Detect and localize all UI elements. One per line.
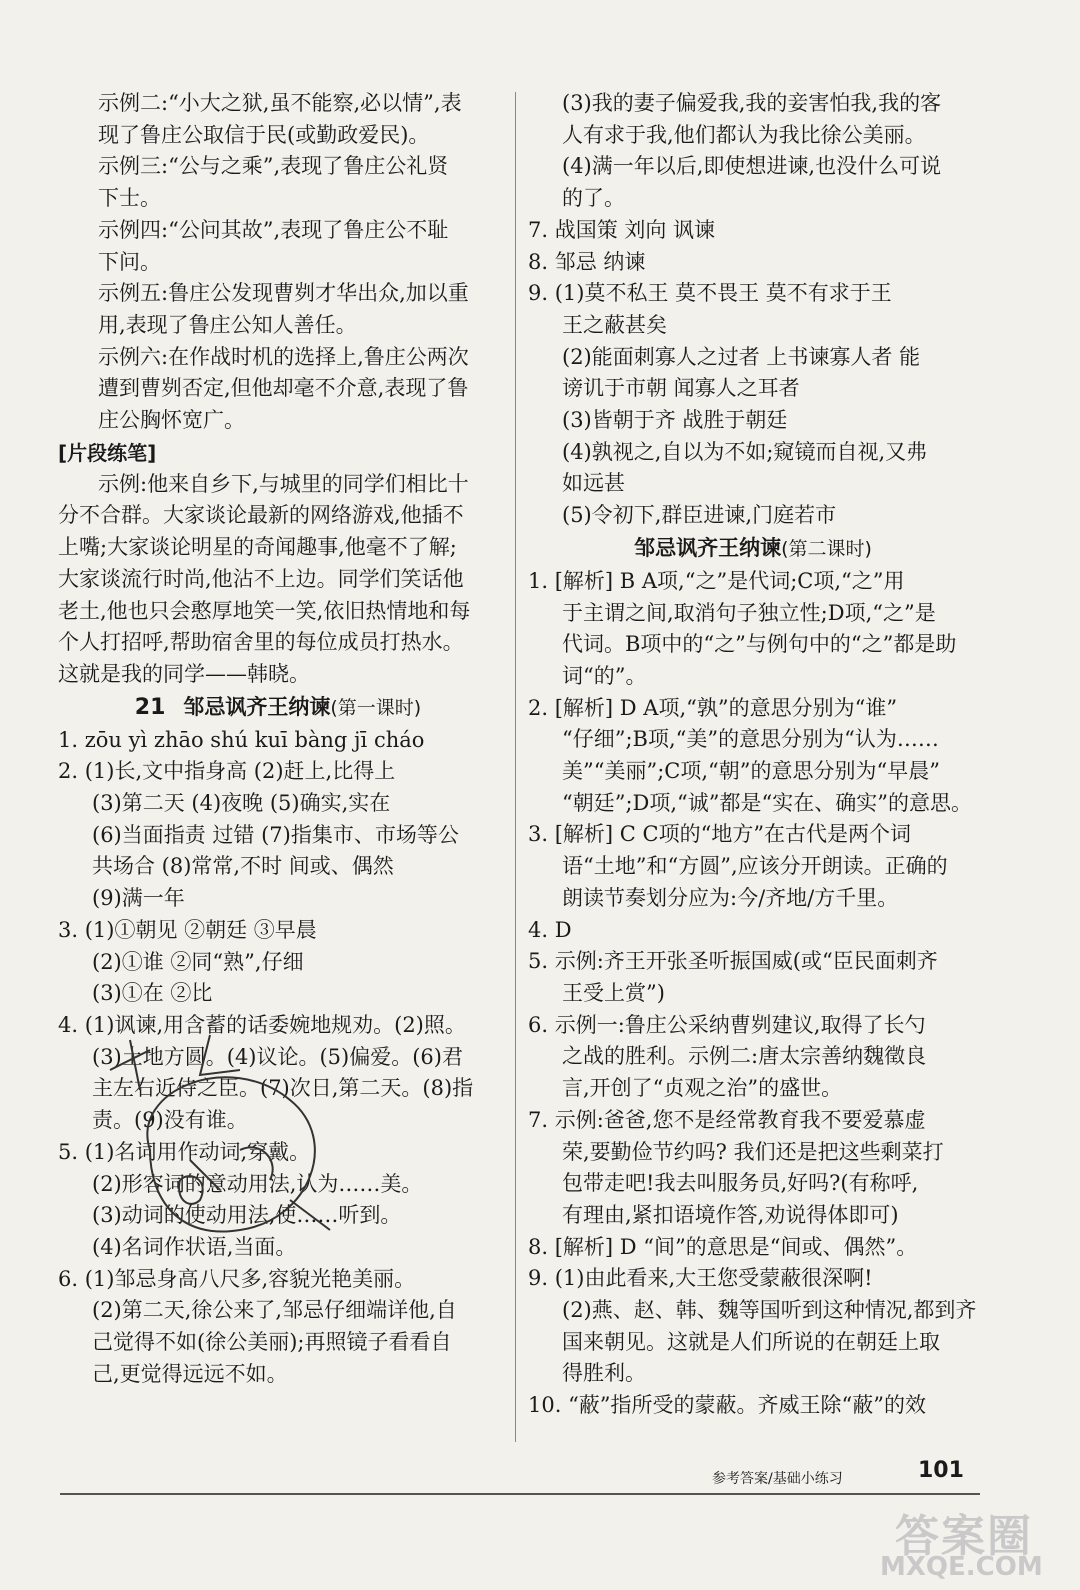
text-line: 示例三:“公与之乘”,表现了鲁庄公礼贤 (98, 154, 449, 179)
text-line: (3)第二天 (4)夜晚 (5)确实,实在 (92, 791, 391, 816)
text-line: 下士。 (98, 186, 161, 211)
text-line: 词“的”。 (562, 663, 647, 688)
text-line: 这就是我的同学——韩晓。 (58, 661, 310, 686)
text-line: (3)我的妻子偏爱我,我的妾害怕我,我的客 (562, 91, 942, 115)
text-line: 2. (1)长,文中指身高 (2)赶上,比得上 (58, 759, 396, 784)
text-line: 己觉得不如(徐公美丽);再照镜子看看自 (92, 1330, 452, 1355)
section-title-text: 邹忌讽齐王纳谏 (634, 535, 782, 560)
text-line: 示例:他来自乡下,与城里的同学们相比十 (98, 471, 469, 496)
text-line: 遭到曹刿否定,但他却毫不介意,表现了鲁 (98, 376, 469, 401)
text-line: (2)燕、赵、韩、魏等国听到这种情况,都到齐 (562, 1298, 977, 1323)
section-subtitle: (第一课时) (330, 696, 422, 719)
text-line: 言,开创了“贞观之治”的盛世。 (562, 1076, 843, 1101)
text-line: 7. 示例:爸爸,您不是经常教育我不要爱慕虚 (528, 1107, 926, 1132)
text-line: 3. (1)①朝见 ②朝廷 ③早晨 (58, 917, 317, 942)
text-line: 于主谓之间,取消句子独立性;D项,“之”是 (562, 600, 936, 625)
text-line: (9)满一年 (92, 886, 185, 911)
text-line: 共场合 (8)常常,不时 间或、偶然 (92, 854, 394, 879)
text-line: (5)令初下,群臣进谏,门庭若市 (562, 503, 837, 528)
text-line: 代词。B项中的“之”与例句中的“之”都是助 (562, 632, 957, 657)
text-line: (2)形容词的意动用法,认为……美。 (92, 1171, 423, 1196)
text-line: 如远甚 (562, 471, 625, 496)
text-line: 用,表现了鲁庄公知人善任。 (98, 312, 357, 337)
text-line: 之战的胜利。示例二:唐太宗善纳魏徵良 (562, 1044, 927, 1069)
text-line: 己,更觉得远远不如。 (92, 1361, 288, 1386)
text-line: 8. [解析] D “间”的意思是“间或、偶然”。 (528, 1234, 918, 1259)
text-line: 责。(9)没有谁。 (92, 1108, 248, 1133)
page-number: 101 (918, 1458, 964, 1483)
text-line: “朝廷”;D项,“诚”都是“实在、确实”的意思。 (562, 790, 973, 815)
text-line: 下问。 (98, 249, 161, 274)
text-line: “仔细”;B项,“美”的意思分别为“认为…… (562, 727, 939, 752)
section-title (528, 532, 978, 566)
text-line: 上嘴;大家谈论明星的奇闻趣事,他毫不了解; (58, 535, 457, 560)
text-line: 谤讥于市朝 闻寡人之耳者 (562, 376, 800, 401)
text-line: 6. (1)邹忌身高八尺多,容貌光艳美丽。 (58, 1266, 416, 1291)
text-line: 大家谈流行时尚,他沾不上边。同学们笑话他 (58, 566, 464, 591)
section-heading: [片段练笔] (58, 440, 157, 465)
text-line: 现了鲁庄公取信于民(或勤政爱民)。 (98, 122, 430, 147)
text-line: 示例五:鲁庄公发现曹刿才华出众,加以重 (98, 281, 469, 306)
text-line: 示例二:“小大之狱,虽不能察,必以情”,表 (98, 91, 462, 115)
text-line: (3)皆朝于齐 战胜于朝廷 (562, 408, 788, 433)
text-line: 庄公胸怀宽广。 (98, 408, 245, 433)
watermark-url: MXQE.COM (880, 1552, 1043, 1582)
text-line: 10. “蔽”指所受的蒙蔽。齐威王除“蔽”的效 (528, 1393, 927, 1418)
section-subtitle: (第二课时) (781, 537, 872, 560)
footer-label: 参考答案/基础小练习 (712, 1471, 843, 1487)
text-line: 5. 示例:齐王开张圣听振国威(或“臣民面刺齐 (528, 949, 938, 974)
text-line: (3)①在 ②比 (92, 981, 213, 1006)
text-line: 主左右近侍之臣。(7)次日,第二天。(8)指 (92, 1076, 474, 1101)
text-line: 朗读节奏划分应为:今/齐地/方千里。 (562, 885, 899, 910)
text-line: (2)①谁 ②同“熟”,仔细 (92, 949, 304, 974)
text-line: 9. (1)由此看来,大王您受蒙蔽很深啊! (528, 1266, 873, 1291)
text-line: 8. 邹忌 纳谏 (528, 249, 646, 274)
text-line: 荣,要勤俭节约吗? 我们还是把这些剩菜打 (562, 1139, 944, 1164)
text-line: 有理由,紧扣语境作答,劝说得体即可) (562, 1202, 899, 1227)
text-line: (4)孰视之,自以为不如;窥镜而自视,又弗 (562, 439, 928, 464)
section-number: 21 (134, 694, 166, 720)
text-line: 9. (1)莫不私王 莫不畏王 莫不有求于王 (528, 281, 892, 306)
text-line: (2)能面刺寡人之过者 上书谏寡人者 能 (562, 344, 921, 369)
section-title (58, 691, 498, 725)
text-line: 王受上赏”) (562, 980, 665, 1005)
text-line: 国来朝见。这就是人们所说的在朝廷上取 (562, 1329, 940, 1354)
text-line: 得胜利。 (562, 1361, 646, 1386)
text-line: (3)土地方圆。(4)议论。(5)偏爱。(6)君 (92, 1044, 463, 1069)
text-line: (4)名词作状语,当面。 (92, 1234, 297, 1259)
text-line: 美”“美丽”;C项,“朝”的意思分别为“早晨” (562, 759, 940, 784)
text-line: 个人打招呼,帮助宿舍里的每位成员打热水。 (58, 630, 464, 655)
text-line: 王之蔽甚矣 (562, 312, 667, 337)
text-line: 5. (1)名词用作动词,穿戴。 (58, 1139, 311, 1164)
text-line: 7. 战国策 刘向 讽谏 (528, 217, 716, 242)
text-line: 2. [解析] D A项,“孰”的意思分别为“谁” (528, 695, 898, 720)
text-line: 1. zōu yì zhāo shú kuī bàng jī cháo (58, 727, 425, 752)
column-divider (515, 92, 516, 1442)
text-line: (6)当面指责 过错 (7)指集市、市场等公 (92, 822, 459, 847)
text-line: 6. 示例一:鲁庄公采纳曹刿建议,取得了长勺 (528, 1012, 926, 1037)
text-line: 人有求于我,他们都认为我比徐公美丽。 (562, 122, 926, 147)
text-line: 包带走吧!我去叫服务员,好吗?(有称呼, (562, 1171, 919, 1196)
text-line: (3)动词的使动用法,使……听到。 (92, 1203, 402, 1228)
text-line: 分不合群。大家谈论最新的网络游戏,他插不 (58, 503, 464, 528)
section-title-text: 邹忌讽齐王纳谏 (183, 694, 331, 719)
right-column (528, 88, 978, 1422)
text-line: 示例六:在作战时机的选择上,鲁庄公两次 (98, 344, 469, 369)
text-line: 3. [解析] C C项的“地方”在古代是两个词 (528, 822, 912, 847)
watermark-logo: 答案圈 (895, 1511, 1033, 1562)
text-line: 的了。 (562, 186, 625, 211)
text-line: (2)第二天,徐公来了,邹忌仔细端详他,自 (92, 1298, 457, 1323)
text-line: (4)满一年以后,即使想进谏,也没什么可说 (562, 154, 942, 179)
text-line: 示例四:“公问其故”,表现了鲁庄公不耻 (98, 217, 449, 242)
handwritten-scribble (90, 1030, 350, 1260)
footer-rule (60, 1493, 980, 1495)
text-line: 4. D (528, 917, 572, 942)
text-line: 4. (1)讽谏,用含蓄的话委婉地规劝。(2)照。 (58, 1012, 466, 1037)
text-line: 老土,他也只会憨厚地笑一笑,依旧热情地和每 (58, 598, 471, 623)
text-line: 语“土地”和“方圆”,应该分开朗读。正确的 (562, 854, 948, 879)
text-line: 1. [解析] B A项,“之”是代词;C项,“之”用 (528, 568, 905, 593)
